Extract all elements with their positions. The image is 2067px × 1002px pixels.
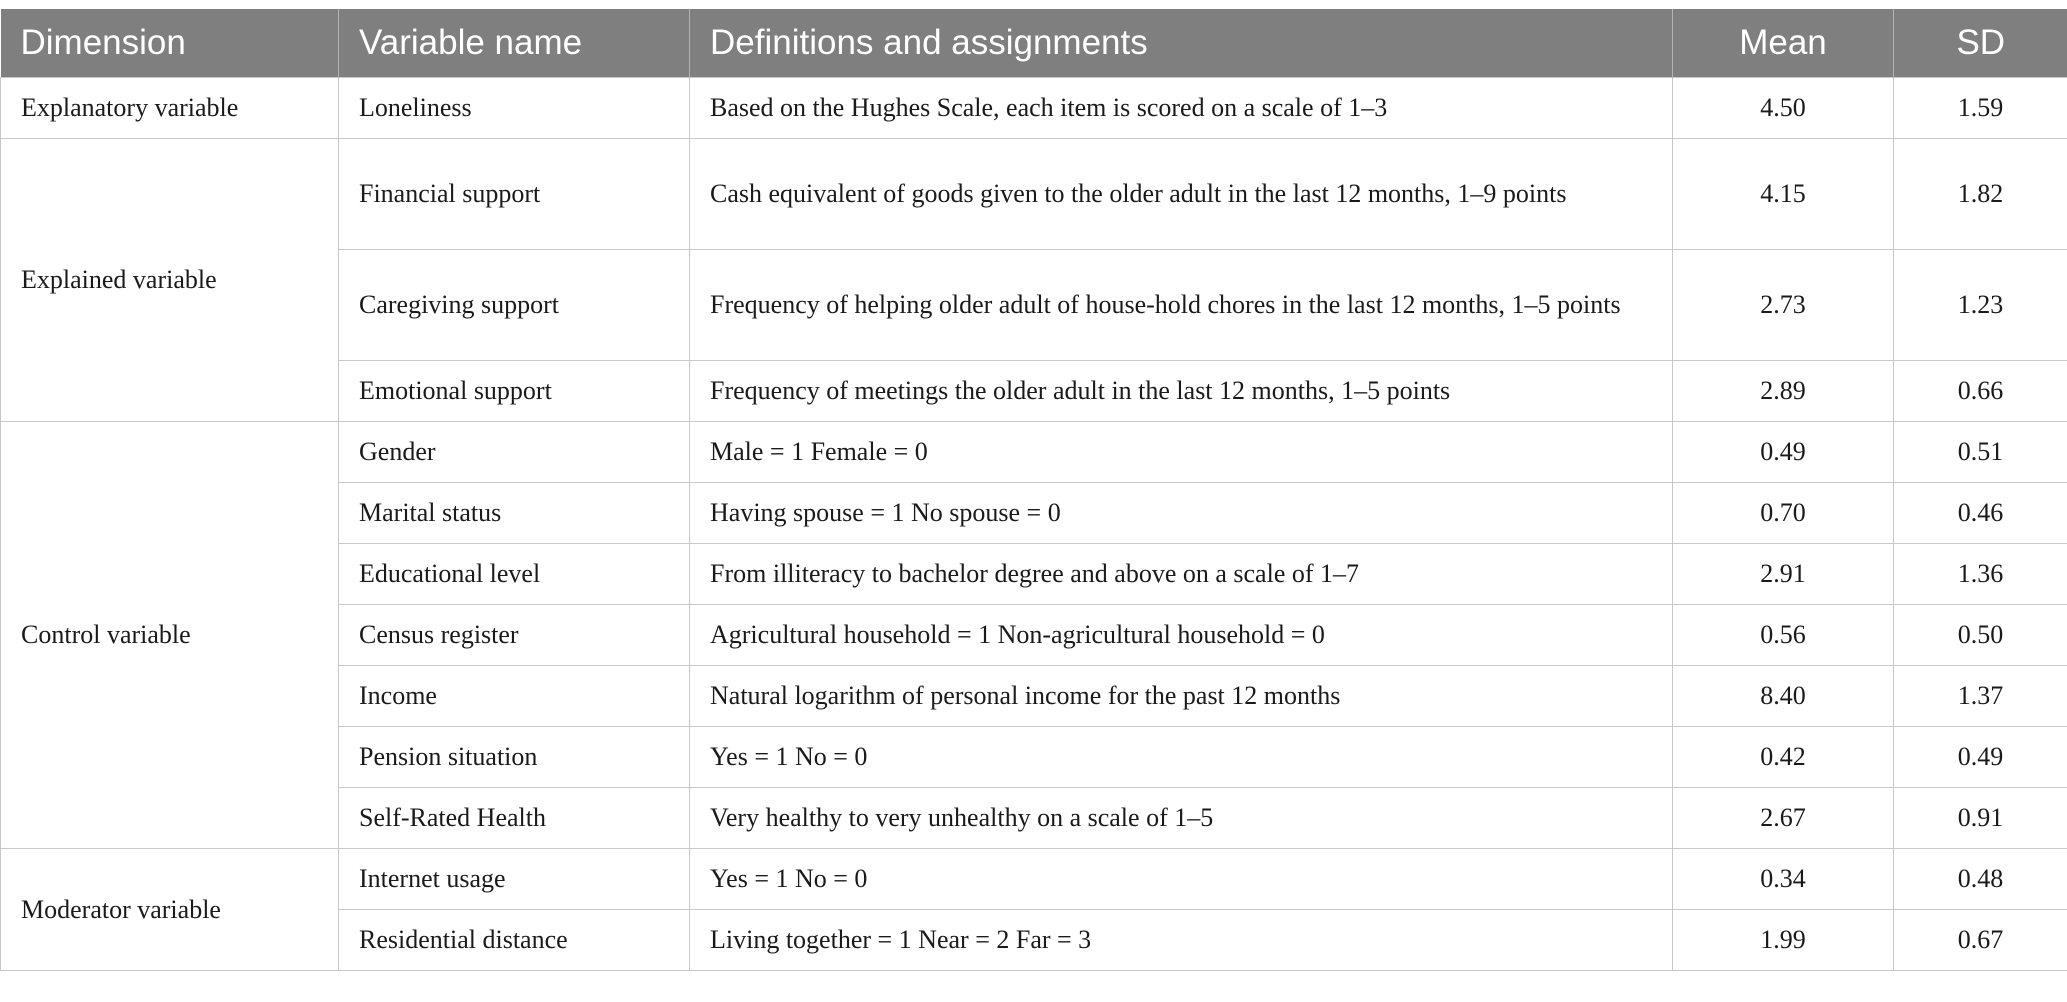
sd-cell: 0.91 — [1894, 788, 2067, 849]
table-header — [1, 9, 2067, 78]
mean-cell: 4.15 — [1673, 139, 1894, 250]
mean-cell: 2.91 — [1673, 544, 1894, 605]
sd-cell: 0.48 — [1894, 849, 2067, 910]
header-definitions: Definitions and assignments — [690, 9, 1673, 78]
table-row — [1, 139, 2067, 250]
variable-cell: Caregiving support — [339, 250, 690, 361]
variable-cell: Loneliness — [339, 78, 690, 139]
variable-cell: Emotional support — [339, 361, 690, 422]
variable-cell: Educational level — [339, 544, 690, 605]
definition-cell: Yes = 1 No = 0 — [690, 727, 1673, 788]
mean-cell: 2.73 — [1673, 250, 1894, 361]
mean-cell: 0.42 — [1673, 727, 1894, 788]
mean-cell: 0.56 — [1673, 605, 1894, 666]
mean-cell: 1.99 — [1673, 910, 1894, 971]
variable-table-container — [0, 9, 2067, 984]
mean-cell: 0.34 — [1673, 849, 1894, 910]
mean-cell: 4.50 — [1673, 78, 1894, 139]
variable-cell: Gender — [339, 422, 690, 483]
sd-cell: 1.82 — [1894, 139, 2067, 250]
definition-cell: Natural logarithm of personal income for the past 12 months — [690, 666, 1673, 727]
mean-cell: 2.67 — [1673, 788, 1894, 849]
table-row — [1, 422, 2067, 483]
dimension-cell: Explanatory variable — [1, 78, 339, 139]
sd-cell: 1.23 — [1894, 250, 2067, 361]
sd-cell: 0.67 — [1894, 910, 2067, 971]
definition-cell: Very healthy to very unhealthy on a scale of 1–5 — [690, 788, 1673, 849]
sd-cell: 1.59 — [1894, 78, 2067, 139]
sd-cell: 0.51 — [1894, 422, 2067, 483]
definition-cell: Frequency of helping older adult of house-hold chores in the last 12 months, 1–5 points — [690, 250, 1673, 361]
definition-cell: Male = 1 Female = 0 — [690, 422, 1673, 483]
variable-cell: Residential distance — [339, 910, 690, 971]
dimension-cell: Moderator variable — [1, 849, 339, 971]
definition-cell: From illiteracy to bachelor degree and above on a scale of 1–7 — [690, 544, 1673, 605]
sd-cell: 1.37 — [1894, 666, 2067, 727]
definition-cell: Cash equivalent of goods given to the older adult in the last 12 months, 1–9 points — [690, 139, 1673, 250]
variable-definitions-table — [0, 9, 2067, 971]
variable-cell: Financial support — [339, 139, 690, 250]
definition-cell: Based on the Hughes Scale, each item is scored on a scale of 1–3 — [690, 78, 1673, 139]
variable-cell: Census register — [339, 605, 690, 666]
sd-cell: 0.66 — [1894, 361, 2067, 422]
definition-cell: Yes = 1 No = 0 — [690, 849, 1673, 910]
definition-cell: Frequency of meetings the older adult in the last 12 months, 1–5 points — [690, 361, 1673, 422]
sd-cell: 0.50 — [1894, 605, 2067, 666]
sd-cell: 0.46 — [1894, 483, 2067, 544]
variable-cell: Internet usage — [339, 849, 690, 910]
mean-cell: 8.40 — [1673, 666, 1894, 727]
variable-cell: Income — [339, 666, 690, 727]
header-mean: Mean — [1673, 9, 1894, 78]
table-row — [1, 78, 2067, 139]
mean-cell: 0.70 — [1673, 483, 1894, 544]
definition-cell: Having spouse = 1 No spouse = 0 — [690, 483, 1673, 544]
header-variable-name: Variable name — [339, 9, 690, 78]
table-body — [1, 78, 2067, 971]
variable-cell: Self-Rated Health — [339, 788, 690, 849]
sd-cell: 0.49 — [1894, 727, 2067, 788]
variable-cell: Marital status — [339, 483, 690, 544]
header-sd: SD — [1894, 9, 2067, 78]
header-dimension: Dimension — [1, 9, 339, 78]
table-row — [1, 849, 2067, 910]
mean-cell: 0.49 — [1673, 422, 1894, 483]
sd-cell: 1.36 — [1894, 544, 2067, 605]
definition-cell: Agricultural household = 1 Non-agricultural household = 0 — [690, 605, 1673, 666]
dimension-cell: Explained variable — [1, 139, 339, 422]
mean-cell: 2.89 — [1673, 361, 1894, 422]
variable-cell: Pension situation — [339, 727, 690, 788]
definition-cell: Living together = 1 Near = 2 Far = 3 — [690, 910, 1673, 971]
dimension-cell: Control variable — [1, 422, 339, 849]
header-row — [1, 9, 2067, 78]
